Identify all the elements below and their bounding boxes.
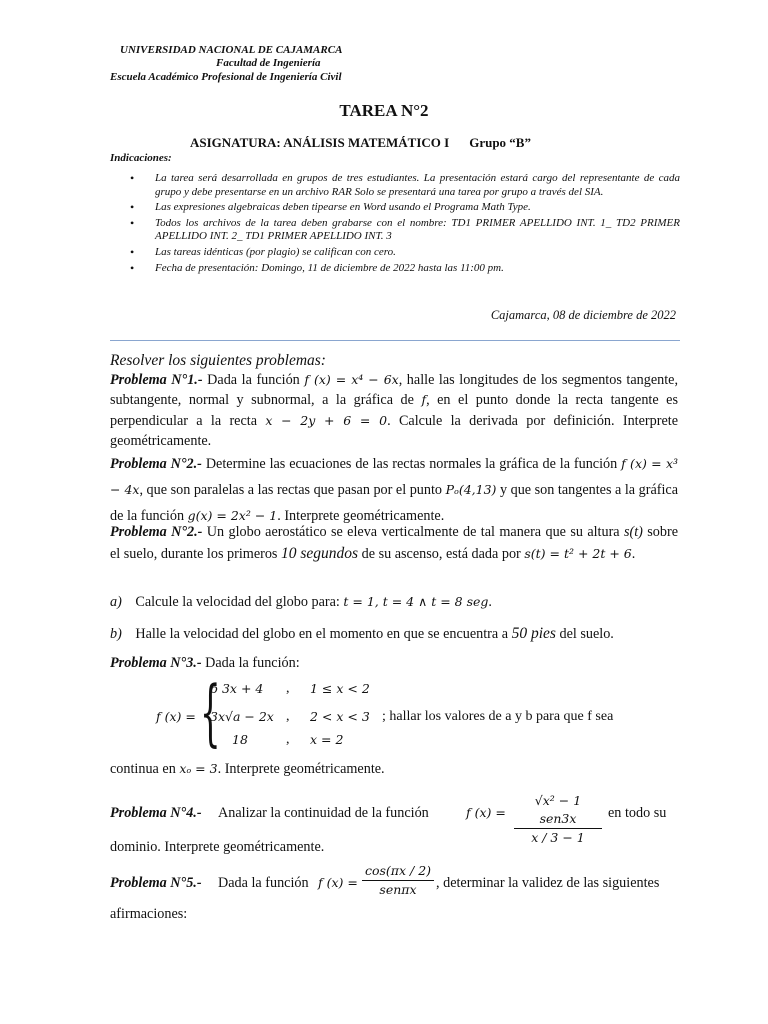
indications-list xyxy=(110,172,680,277)
math-expression: f (x) = x³ − 4x xyxy=(110,456,679,497)
problem-5-continuation xyxy=(110,904,678,924)
problem-3 xyxy=(110,653,678,673)
problem-text: . Interprete geométricamente. xyxy=(277,508,445,524)
math-expression: 2 < x < 3 xyxy=(310,709,370,724)
math-expression: t = 1, t = 4 ∧ t = 8 seg xyxy=(343,594,489,609)
problem-5 xyxy=(110,862,678,902)
math-expression: s(t) xyxy=(623,524,643,540)
problem-text: . Calcule la derivada por definición. Interprete geométricamente. xyxy=(110,412,678,450)
page-title: TAREA N°2 xyxy=(339,101,429,120)
problem-text: y que son tangentes a la gráfica de la función xyxy=(110,482,679,524)
problem-text: . xyxy=(488,594,492,610)
problem-2-balloon xyxy=(110,522,678,565)
fraction-numerator: √x² − 1 sen3x xyxy=(514,792,602,829)
brace-icon: { xyxy=(200,670,221,754)
university-name: UNIVERSIDAD NACIONAL DE CAJAMARCA xyxy=(120,44,343,56)
problem-label: Problema N°5.- xyxy=(110,875,202,891)
list-item: • Las expresiones algebraicas deben tipearse en Word usando el Programa Math Type. xyxy=(110,201,680,215)
problem-4 xyxy=(110,792,678,845)
problem-text: Dada la función: xyxy=(205,655,300,671)
math-expression: b 3x + 4 xyxy=(210,681,264,696)
problem-label: Problema N°1.- xyxy=(110,372,203,388)
intro-line xyxy=(110,351,678,371)
separator: , xyxy=(286,732,290,747)
math-expression: x = 2 xyxy=(310,732,344,747)
item-label: b) xyxy=(110,626,122,642)
math-expression: x − 2y + 6 = 0 xyxy=(265,412,388,428)
fraction-denominator: x / 3 − 1 xyxy=(531,830,585,845)
problem-label: Problema N°2.- xyxy=(110,456,202,472)
math-expression: f (x) = xyxy=(318,875,358,890)
list-item: • Fecha de presentación: Domingo, 11 de diciembre de 2022 hasta las 11:00 pm. xyxy=(110,262,680,276)
problem-text: continua en xyxy=(110,761,176,777)
problem-text: ; hallar los valores de a y b para que f sea xyxy=(382,709,614,724)
problem-text: del suelo. xyxy=(559,626,614,642)
math-expression: 10 segundos xyxy=(281,545,359,562)
separator: , xyxy=(286,681,290,696)
list-item: • Las tareas idénticas (por plagio) se califican con cero. xyxy=(110,246,680,260)
piecewise-function xyxy=(110,670,678,756)
problem-text: sobre el suelo, durante los primeros xyxy=(110,524,679,562)
divider xyxy=(110,340,680,341)
math-expression: s(t) = t² + 2t + 6 xyxy=(524,546,632,561)
indications-label: Indicaciones: xyxy=(110,152,172,164)
math-expression: Pₒ(4,13) xyxy=(445,482,497,497)
subitem-a xyxy=(110,592,678,612)
list-item: • La tarea será desarrollada en grupos de tres estudiantes. La presentación estará cargo del representante de cada grupo y debe presentarse en un archivo RAR Solo se presentará una tarea por grupo a través del SIA. xyxy=(110,172,680,199)
math-expression: f (x) = xyxy=(156,709,196,724)
math-expression: f (x) = xyxy=(466,805,506,820)
intro-text: Resolver los siguientes problemas: xyxy=(110,352,326,369)
separator: , xyxy=(286,709,290,724)
problem-text: Halle la velocidad del globo en el momento en que se encuentra a xyxy=(135,626,509,642)
problem-text: en todo su xyxy=(608,805,667,821)
problem-text: , halle las longitudes de los segmentos tangente, subtangente, normal y subnormal, a la gráfica de xyxy=(110,372,679,409)
math-expression: g(x) = 2x² − 1 xyxy=(187,508,278,523)
group-name: Grupo “B” xyxy=(469,135,531,150)
problem-text: , determinar la validez de las siguientes xyxy=(436,875,660,891)
problem-text: , en el punto donde la recta tangente es perpendicular a la recta xyxy=(110,392,679,429)
problem-text: afirmaciones: xyxy=(110,906,188,922)
problem-text: de su ascenso, está dada por xyxy=(361,546,521,562)
problem-text: Dada la función xyxy=(207,372,300,388)
math-fraction xyxy=(362,862,434,899)
problem-text: Calcule la velocidad del globo para: xyxy=(135,594,340,610)
problem-text: Dada la función xyxy=(218,875,309,891)
item-label: a) xyxy=(110,594,122,610)
subitem-b xyxy=(110,624,678,644)
math-expression: xₒ = 3 xyxy=(179,761,218,776)
school-name: Escuela Académico Profesional de Ingeniería Civil xyxy=(110,71,342,83)
problem-text: Analizar la continuidad de la función xyxy=(218,805,429,821)
subject-line xyxy=(190,135,531,151)
problem-text: . xyxy=(631,546,636,562)
problem-label: Problema N°3.- xyxy=(110,655,202,671)
problem-text: Determine las ecuaciones de las rectas normales la gráfica de la función xyxy=(205,456,618,472)
place-date: Cajamarca, 08 de diciembre de 2022 xyxy=(490,308,676,322)
problem-1 xyxy=(110,370,678,452)
problem-label: Problema N°4.- xyxy=(110,805,202,821)
fraction-numerator: cos(πx / 2) xyxy=(362,862,434,881)
math-expression: f (x) = x⁴ − 6x xyxy=(304,372,399,387)
problem-label: Problema N°2.- xyxy=(110,524,203,540)
faculty-name: Facultad de Ingeniería xyxy=(216,57,321,69)
math-expression: 1 ≤ x < 2 xyxy=(310,681,370,696)
math-expression: 50 pies xyxy=(511,625,556,642)
subject-name: ASIGNATURA: ANÁLISIS MATEMÁTICO I xyxy=(190,135,450,150)
list-item: • Todos los archivos de la tarea deben grabarse con el nombre: TD1 PRIMER APELLIDO INT. 1_ TD2 PRIMER APELLIDO INT. 2_ TD1 PRIMER APELLIDO INT. 3 xyxy=(110,217,680,244)
problem-text: dominio. Interprete geométricamente. xyxy=(110,839,325,855)
fraction-denominator: senπx xyxy=(379,882,417,897)
problem-3-continuation xyxy=(110,759,678,779)
problem-4-continuation xyxy=(110,837,678,857)
math-expression: 18 xyxy=(232,732,248,747)
math-expression: f xyxy=(421,392,427,408)
problem-text: , que son paralelas a las rectas que pasan por el punto xyxy=(139,482,443,498)
problem-text: Un globo aerostático se eleva verticalmente de tal manera que su altura xyxy=(206,524,620,540)
math-expression: 3x√a − 2x xyxy=(210,709,274,724)
problem-2 xyxy=(110,451,678,529)
problem-text: . Interprete geométricamente. xyxy=(217,761,385,777)
